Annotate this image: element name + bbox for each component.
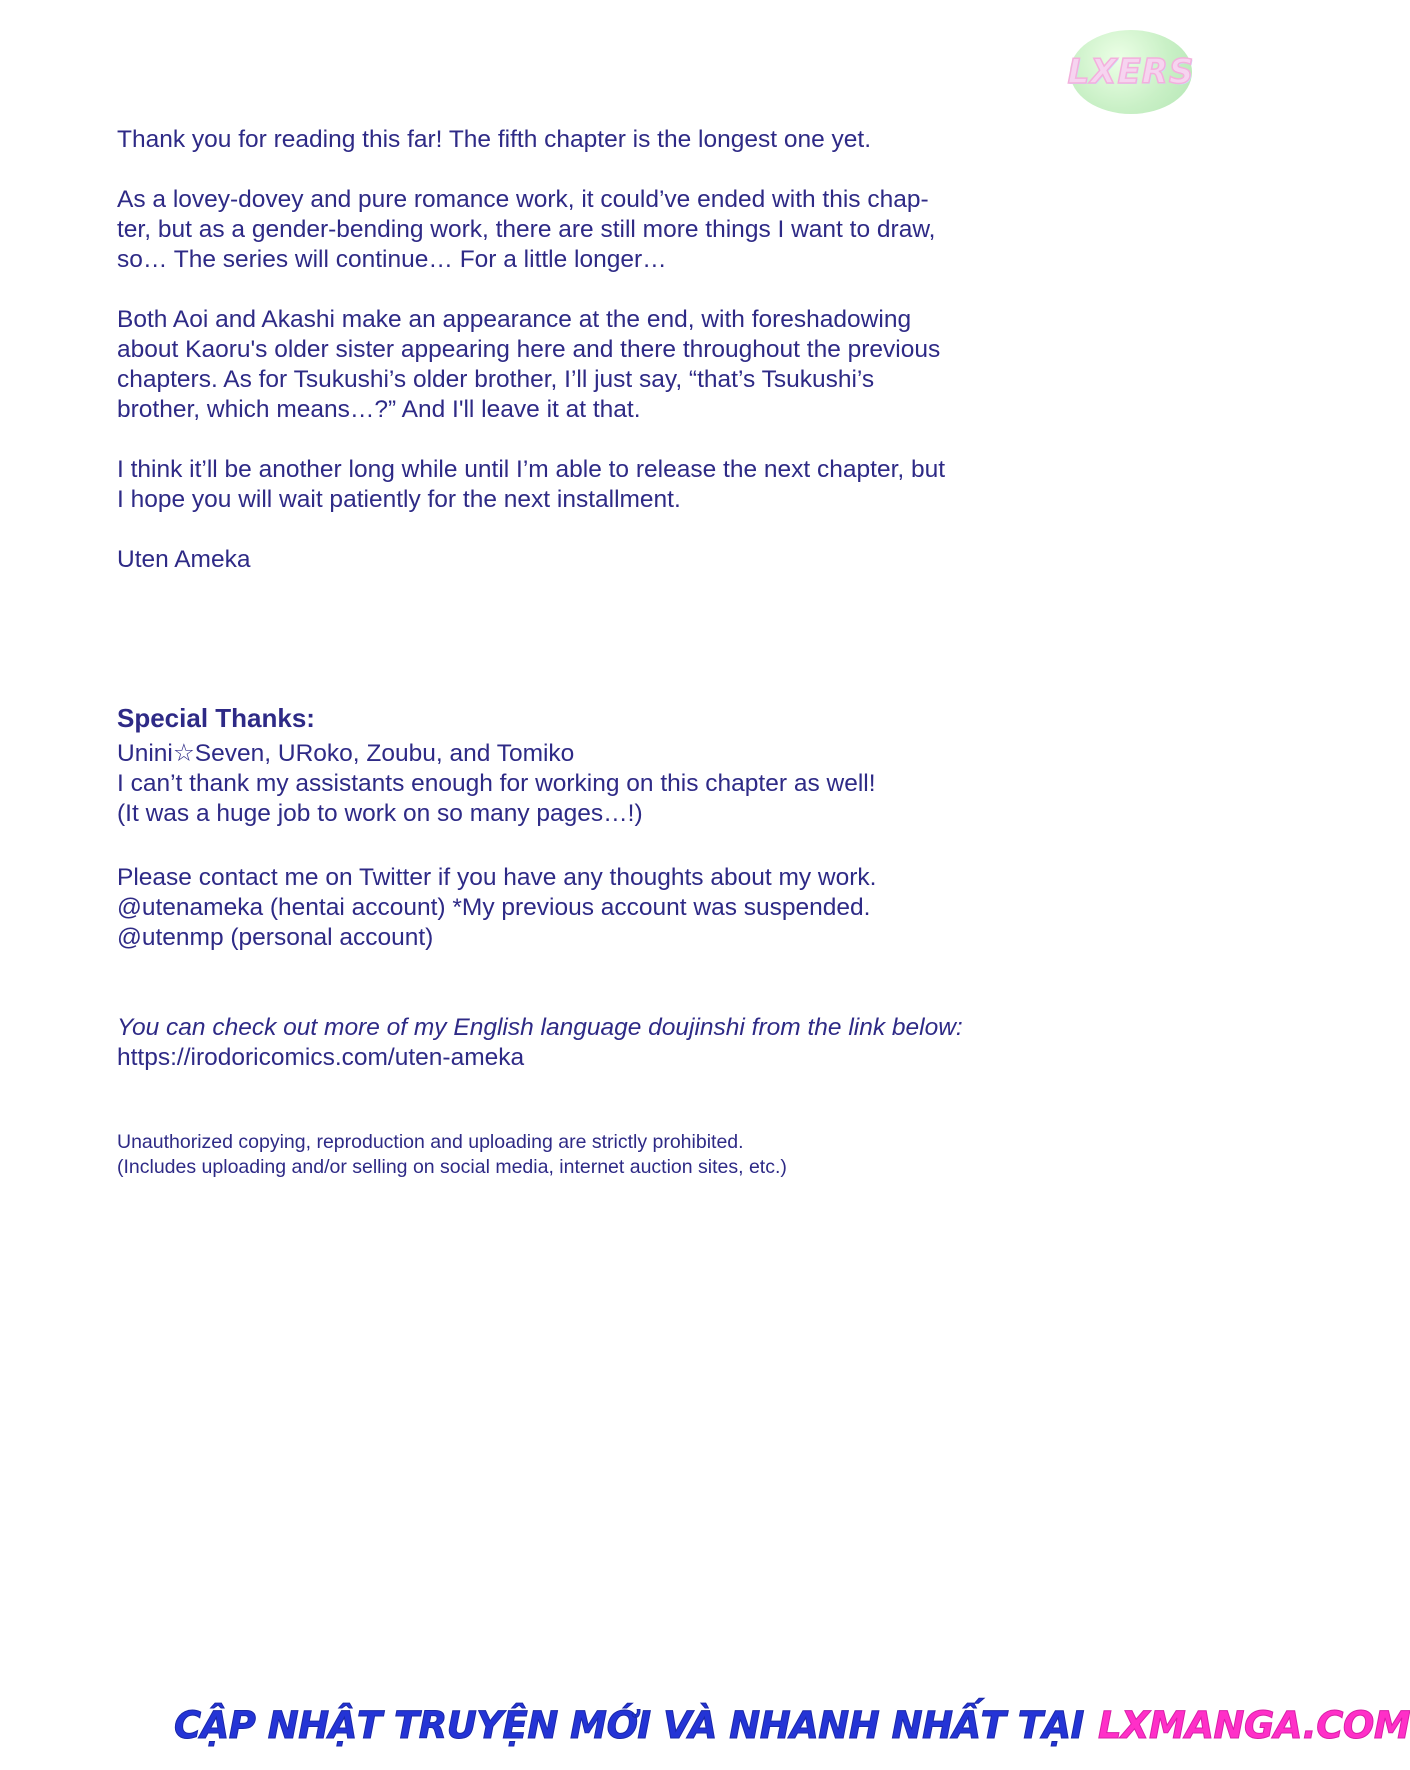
links-section [117, 1013, 1097, 1073]
irodori-link[interactable]: https://irodoricomics.com/uten-ameka [117, 1044, 525, 1071]
paragraph-intro [117, 125, 1077, 155]
site-logo [1067, 30, 1195, 114]
twitter-handle-personal: @utenmp (personal account) [117, 924, 434, 951]
banner-site-link[interactable]: LXMANGA.COM [1097, 1703, 1410, 1747]
logo-text: LXERS [1067, 52, 1195, 92]
special-thanks-section [117, 703, 1077, 829]
notice-line: (Includes uploading and/or selling on social media, internet auction sites, etc.) [117, 1156, 787, 1178]
special-thanks-heading: Special Thanks: [117, 703, 315, 733]
paragraph-next-chapter [117, 455, 1077, 515]
text-line: Both Aoi and Akashi make an appearance at the end, with foreshadowing [117, 306, 912, 333]
copyright-notice [117, 1130, 1077, 1180]
paragraph-series [117, 185, 1077, 275]
links-intro: You can check out more of my English language doujinshi from the link below: [117, 1014, 963, 1041]
banner-text: CẬP NHẬT TRUYỆN MỚI VÀ NHANH NHẤT TẠI [174, 1703, 1084, 1747]
text-line: chapters. As for Tsukushi’s older brother, I’ll just say, “that’s Tsukushi’s [117, 366, 875, 393]
thanks-line: I can’t thank my assistants enough for working on this chapter as well! [117, 770, 876, 797]
text-line: ter, but as a gender-bending work, there are still more things I want to draw, [117, 216, 936, 243]
thanks-line: Unini☆Seven, URoko, Zoubu, and Tomiko [117, 740, 575, 767]
contact-line: Please contact me on Twitter if you have any thoughts about my work. [117, 864, 877, 891]
text-line: Thank you for reading this far! The fifth chapter is the longest one yet. [117, 126, 872, 153]
text-line: brother, which means…?” And I'll leave it at that. [117, 396, 641, 423]
signature: Uten Ameka [117, 546, 251, 573]
afterword-letter [117, 125, 1077, 575]
text-line: about Kaoru's older sister appearing here and there throughout the previous [117, 336, 941, 363]
paragraph-characters [117, 305, 1077, 425]
notice-line: Unauthorized copying, reproduction and uploading are strictly prohibited. [117, 1131, 744, 1153]
promo-banner [174, 1700, 1410, 1750]
thanks-line: (It was a huge job to work on so many pages…!) [117, 800, 643, 827]
text-line: I think it’ll be another long while until I’m able to release the next chapter, but [117, 456, 946, 483]
contact-section [117, 863, 1077, 953]
twitter-handle-hentai: @utenameka (hentai account) *My previous account was suspended. [117, 894, 871, 921]
text-line: I hope you will wait patiently for the next installment. [117, 486, 681, 513]
text-line: so… The series will continue… For a little longer… [117, 246, 667, 273]
text-line: As a lovey-dovey and pure romance work, it could’ve ended with this chap- [117, 186, 929, 213]
